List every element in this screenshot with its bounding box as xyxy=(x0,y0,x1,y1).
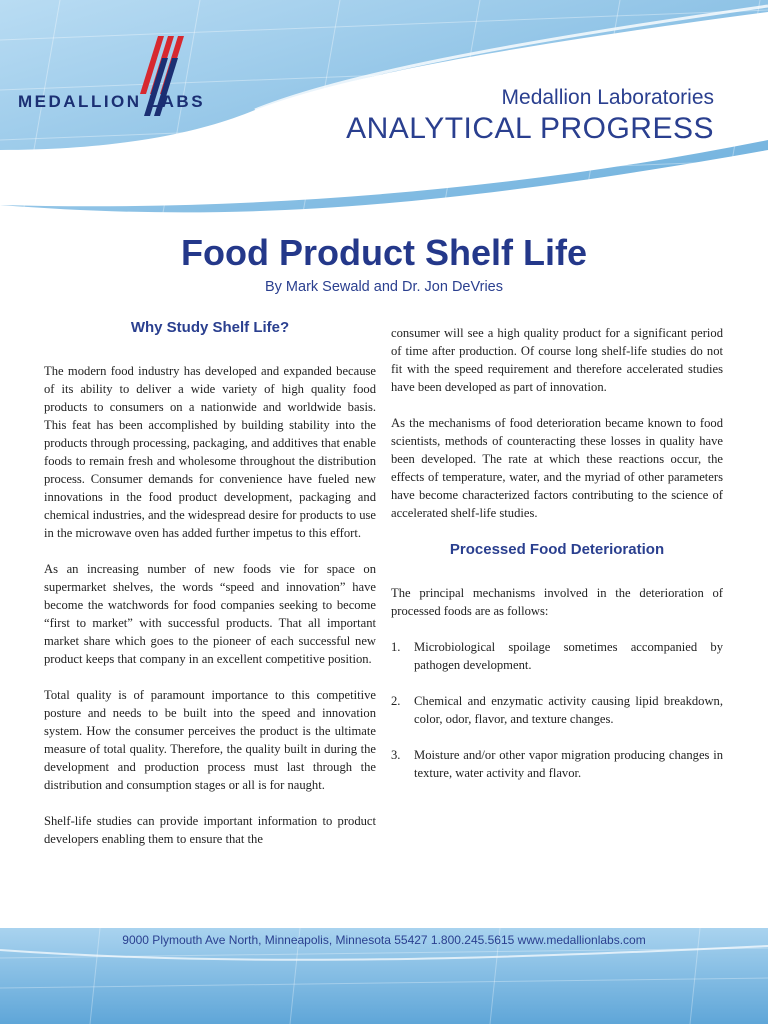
paragraph: The modern food industry has developed and expanded because of its ability to deliver a wide variety of high quality food products to consumers on a nationwide and worldwide basis. This feat has been accomplished by building stability into the products through processing, packaging, and additives that enable foods to remain fresh and wholesome throughout the distribution process. Consumer demands for convenience have fueled new innovations in the food product development, packaging and chemical industries, and the widespread desire for products to use in the microwave oven has added further impetus to this effort. xyxy=(44,364,376,540)
article-byline: By Mark Sewald and Dr. Jon DeVries xyxy=(264,279,503,295)
list-text: Chemical and enzymatic activity causing lipid breakdown, color, odor, flavor, and texture changes. xyxy=(414,694,723,726)
paragraph: consumer will see a high quality product for a significant period of time after production. Of course long shelf-life studies do not fit with the speed requirement and therefore accelerated studies have been developed as part of innovation. xyxy=(391,326,723,394)
paragraph: As an increasing number of new foods vie for space on supermarket shelves, the words “speed and innovation” have become the watchwords for food companies seeking to become “first to market” with successful products. That all important market share which goes to the pioneer of each successful new product keeps that company in an excellent competitive position. xyxy=(44,562,376,666)
deterioration-list xyxy=(391,638,723,782)
list-number: 2. xyxy=(391,694,401,708)
section-heading-why-study: Why Study Shelf Life? xyxy=(130,319,290,336)
list-number: 3. xyxy=(391,748,401,762)
article-title: Food Product Shelf Life xyxy=(181,232,587,273)
footer-contact: 9000 Plymouth Ave North, Minneapolis, Minnesota 55427 1.800.245.5615 www.medallionlabs.com xyxy=(122,933,646,947)
paragraph: As the mechanisms of food deterioration became known to food scientists, methods of counteracting these losses in quality have been developed. The rate at which these reactions occur, the effects of temperature, water, and the myriad of other parameters have become characterized factors contributing to the science of accelerated shelf-life studies. xyxy=(391,416,723,520)
list-item xyxy=(391,638,723,674)
brand-name: Medallion Laboratories xyxy=(501,86,714,109)
section-heading-processed-food: Processed Food Deterioration xyxy=(449,541,665,558)
list-item xyxy=(391,746,723,782)
list-text: Microbiological spoilage sometimes accompanied by pathogen development. xyxy=(414,640,723,672)
left-column xyxy=(44,318,376,866)
list-number: 1. xyxy=(391,640,401,654)
list-item xyxy=(391,692,723,728)
logo-text: MEDALLION LABS xyxy=(18,92,206,111)
right-column xyxy=(391,324,723,800)
paragraph: Shelf-life studies can provide important information to product developers enabling them to ensure that the xyxy=(44,814,376,846)
list-text: Moisture and/or other vapor migration producing changes in texture, water activity and flavor. xyxy=(414,748,723,780)
paragraph: The principal mechanisms involved in the deterioration of processed foods are as follows: xyxy=(391,586,723,618)
newsletter-title: ANALYTICAL PROGRESS xyxy=(346,112,714,145)
paragraph: Total quality is of paramount importance to this competitive posture and needs to be built into the speed and innovation system. How the consumer perceives the product is the ultimate measure of total quality. Therefore, the quality built in during the development and production process must last through the distribution and consumption stages or all is for naught. xyxy=(44,688,376,792)
